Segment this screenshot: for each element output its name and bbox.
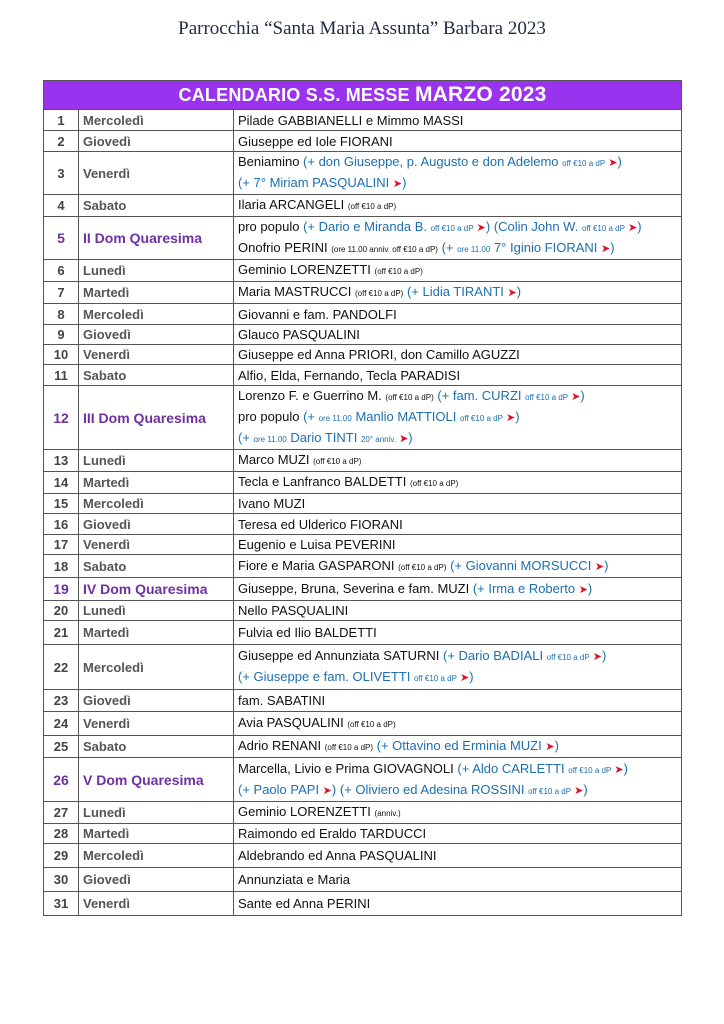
intention-line [238, 152, 677, 173]
table-row [44, 712, 682, 736]
intention-text: off €10 a dP [430, 224, 474, 233]
intention-text: (off €10 a dP) [355, 289, 404, 298]
intention-line [238, 494, 677, 513]
table-row [44, 195, 682, 217]
intention-line [238, 515, 677, 534]
calendar-title-text: CALENDARIO S.S. MESSE [178, 85, 415, 105]
day-number: 24 [44, 712, 79, 736]
weekday: Sabato [79, 736, 234, 758]
intention-text: (off €10 a dP) [347, 720, 396, 729]
weekday: Giovedì [79, 514, 234, 535]
intention-text: Glauco PASQUALINI [238, 327, 360, 342]
mass-intentions [234, 802, 682, 824]
arrow-icon: ➤ [507, 287, 517, 299]
day-number: 6 [44, 260, 79, 282]
intention-text: ) (+ Oliviero ed Adesina ROSSINI [331, 781, 529, 797]
intention-line [238, 472, 677, 493]
arrow-icon: ➤ [571, 784, 584, 797]
intention-text: pro populo [238, 219, 304, 234]
weekday: Mercoledì [79, 110, 234, 131]
table-row [44, 535, 682, 555]
intention-line [238, 667, 677, 688]
intention-text: ) [402, 175, 407, 190]
weekday: Martedì [79, 824, 234, 844]
mass-intentions [234, 131, 682, 152]
weekday: III Dom Quaresima [79, 386, 234, 450]
day-number: 16 [44, 514, 79, 535]
mass-calendar-table [43, 80, 682, 916]
intention-text: Ivano MUZI [238, 496, 306, 511]
arrow-icon: ➤ [611, 763, 624, 776]
arrow-icon: ➤ [601, 243, 611, 255]
intention-line [238, 366, 677, 385]
mass-intentions [234, 555, 682, 578]
intention-text: Manlio MATTIOLI [351, 409, 460, 424]
intention-line [238, 601, 677, 620]
weekday: Venerdì [79, 152, 234, 195]
weekday: Lunedì [79, 450, 234, 472]
intention-text: (+ Giovanni MORSUCCI [446, 557, 595, 573]
table-row [44, 802, 682, 824]
intention-line [238, 195, 677, 216]
arrow-icon: ➤ [568, 391, 581, 403]
mass-intentions [234, 645, 682, 690]
weekday: Mercoledì [79, 844, 234, 868]
intention-text: Lorenzo F. e Guerrino M. [238, 388, 386, 403]
mass-intentions [234, 758, 682, 802]
day-number: 17 [44, 535, 79, 555]
intention-text: (+ Giuseppe e fam. OLIVETTI [238, 669, 414, 684]
arrow-icon: ➤ [624, 222, 638, 234]
arrow-icon: ➤ [545, 741, 555, 753]
arrow-icon: ➤ [589, 651, 602, 663]
intention-text: ) [610, 240, 615, 255]
mass-intentions [234, 195, 682, 217]
intention-text: (off €10 a dP) [347, 202, 397, 211]
mass-intentions [234, 472, 682, 494]
day-number: 19 [44, 578, 79, 601]
intention-line [238, 238, 677, 259]
weekday: Mercoledì [79, 304, 234, 325]
table-row [44, 868, 682, 892]
intention-text: ) [617, 154, 622, 169]
intention-line [238, 736, 677, 757]
intention-text: Beniamino [238, 154, 304, 169]
intention-text: Ilaria ARCANGELI [238, 197, 348, 212]
intention-text: Giuseppe ed Anna PRIORI, don Camillo AGUZZI [238, 347, 520, 362]
day-number: 2 [44, 131, 79, 152]
table-row [44, 844, 682, 868]
intention-text: (off €10 a dP) [313, 457, 362, 466]
intention-text: off €10 a dP [562, 159, 606, 168]
table-row [44, 494, 682, 514]
intention-text: (anniv.) [374, 809, 401, 818]
mass-intentions [234, 217, 682, 260]
intention-text: ) [604, 557, 609, 573]
intention-text: ) [637, 219, 642, 234]
intention-line [238, 646, 677, 667]
intention-text: Alfio, Elda, Fernando, Tecla PARADISI [238, 367, 461, 383]
calendar-body [44, 110, 682, 916]
day-number: 9 [44, 325, 79, 345]
intention-text: off €10 a dP [413, 674, 457, 683]
intention-text: Aldebrando ed Anna PASQUALINI [238, 848, 437, 863]
day-number: 31 [44, 892, 79, 916]
mass-intentions [234, 601, 682, 621]
day-number: 26 [44, 758, 79, 802]
day-number: 10 [44, 345, 79, 365]
calendar-month: MARZO 2023 [414, 83, 547, 106]
weekday: Venerdì [79, 712, 234, 736]
intention-text: ore 11.00 [253, 435, 287, 444]
weekday: Giovedì [79, 868, 234, 892]
intention-text: fam. SABATINI [238, 693, 326, 708]
table-row [44, 736, 682, 758]
intention-text: ) [587, 580, 593, 596]
intention-text: Fiore e Maria GASPARONI [238, 557, 399, 573]
intention-text: 20° anniv. [360, 435, 397, 444]
day-number: 3 [44, 152, 79, 195]
arrow-icon: ➤ [473, 222, 486, 234]
weekday: Sabato [79, 365, 234, 386]
arrow-icon: ➤ [456, 672, 470, 684]
weekday: Venerdì [79, 345, 234, 365]
arrow-icon: ➤ [396, 433, 409, 445]
intention-text: off €10 a dP [525, 393, 569, 402]
mass-intentions [234, 824, 682, 844]
day-number: 4 [44, 195, 79, 217]
table-row [44, 450, 682, 472]
mass-intentions [234, 494, 682, 514]
intention-line [238, 894, 677, 913]
intention-line [238, 579, 677, 600]
intention-line [238, 623, 677, 642]
day-number: 13 [44, 450, 79, 472]
intention-text: (+ Lidia TIRANTI [403, 284, 508, 299]
table-row [44, 690, 682, 712]
intention-text: off €10 a dP [459, 414, 503, 423]
table-row [44, 758, 682, 802]
intention-text: (+ 7° Miriam PASQUALINI [238, 175, 393, 190]
intention-text: (+ Paolo PAPI [238, 781, 323, 797]
intention-line [238, 132, 677, 151]
intention-line [238, 173, 677, 194]
intention-text: Giuseppe ed Iole FIORANI [238, 133, 393, 149]
table-row [44, 578, 682, 601]
intention-line [238, 386, 677, 407]
arrow-icon: ➤ [392, 178, 403, 190]
table-row [44, 131, 682, 152]
table-row [44, 621, 682, 645]
intention-text: off €10 a dP [528, 786, 572, 796]
table-row [44, 152, 682, 195]
arrow-icon: ➤ [322, 784, 332, 797]
table-row [44, 386, 682, 450]
intention-text: Geminio LORENZETTI [238, 804, 375, 819]
intention-line [238, 325, 677, 344]
intention-text: (+ [437, 240, 458, 255]
day-number: 30 [44, 868, 79, 892]
intention-line [238, 824, 677, 843]
arrow-icon: ➤ [578, 583, 588, 596]
intention-text: (off €10 a dP) [385, 393, 434, 402]
table-row [44, 514, 682, 535]
intention-text: ) [516, 284, 522, 299]
table-row [44, 892, 682, 916]
day-number: 11 [44, 365, 79, 386]
intention-text: off €10 a dP [546, 653, 590, 662]
intention-line [238, 759, 677, 780]
intention-text: Pilade GABBIANELLI e Mimmo MASSI [238, 112, 464, 128]
intention-text: Tecla e Lanfranco BALDETTI [238, 474, 410, 489]
intention-text: Dario TINTI [286, 430, 361, 445]
mass-intentions [234, 736, 682, 758]
mass-intentions [234, 304, 682, 325]
intention-line [238, 260, 677, 281]
mass-intentions [234, 621, 682, 645]
intention-line [238, 802, 677, 823]
mass-intentions [234, 535, 682, 555]
intention-line [238, 407, 677, 428]
weekday: Lunedì [79, 260, 234, 282]
day-number: 8 [44, 304, 79, 325]
day-number: 1 [44, 110, 79, 131]
table-row [44, 555, 682, 578]
intention-text: ) [623, 760, 628, 776]
intention-text: Maria MASTRUCCI [238, 284, 356, 299]
table-row [44, 325, 682, 345]
table-row [44, 345, 682, 365]
intention-text: Raimondo ed Eraldo TARDUCCI [238, 826, 427, 841]
intention-text: (+ don Giuseppe, p. Augusto e don Adelemo [303, 154, 563, 169]
intention-text: Giuseppe, Bruna, Severina e fam. MUZI [238, 580, 473, 596]
intention-text: Adrio RENANI [238, 738, 325, 753]
day-number: 15 [44, 494, 79, 514]
intention-line [238, 535, 677, 554]
mass-intentions [234, 345, 682, 365]
table-row [44, 645, 682, 690]
day-number: 29 [44, 844, 79, 868]
intention-text: (+ Dario BADIALI [443, 648, 547, 663]
intention-line [238, 691, 677, 710]
intention-text: ) [583, 781, 588, 797]
weekday: Martedì [79, 472, 234, 494]
weekday: Sabato [79, 195, 234, 217]
day-number: 18 [44, 555, 79, 578]
intention-line [238, 282, 677, 303]
intention-text: ) [515, 409, 520, 424]
weekday: V Dom Quaresima [79, 758, 234, 802]
weekday: Venerdì [79, 535, 234, 555]
intention-text: (+ Aldo CARLETTI [457, 760, 569, 776]
intention-text: Eugenio e Luisa PEVERINI [238, 537, 396, 552]
weekday: II Dom Quaresima [79, 217, 234, 260]
weekday: Giovedì [79, 690, 234, 712]
intention-text: ) [469, 669, 474, 684]
page-title: Parrocchia “Santa Maria Assunta” Barbara 2023 [178, 18, 546, 39]
intention-text: 7° Iginio FIORANI [490, 240, 602, 255]
intention-text: off €10 a dP [581, 224, 625, 233]
mass-intentions [234, 386, 682, 450]
day-number: 12 [44, 386, 79, 450]
mass-intentions [234, 892, 682, 916]
day-number: 27 [44, 802, 79, 824]
mass-intentions [234, 325, 682, 345]
intention-text: Teresa ed Ulderico FIORANI [238, 516, 403, 532]
calendar-title [44, 81, 682, 110]
intention-line [238, 305, 677, 324]
weekday: Sabato [79, 555, 234, 578]
intention-text: ) [408, 430, 413, 445]
mass-intentions [234, 365, 682, 386]
intention-text: (off €10 a dP) [374, 267, 423, 276]
arrow-icon: ➤ [605, 157, 618, 169]
table-row [44, 472, 682, 494]
intention-text: Marco MUZI [238, 452, 314, 467]
weekday: Mercoledì [79, 645, 234, 690]
intention-text: ) [580, 388, 585, 403]
weekday: IV Dom Quaresima [79, 578, 234, 601]
mass-intentions [234, 690, 682, 712]
intention-text: (ore 11.00 anniv. off €10 a dP) [331, 245, 438, 254]
weekday: Martedì [79, 282, 234, 304]
intention-text: Marcella, Livio e Prima GIOVAGNOLI [238, 760, 458, 776]
weekday: Giovedì [79, 325, 234, 345]
weekday: Venerdì [79, 892, 234, 916]
day-number: 22 [44, 645, 79, 690]
table-row [44, 601, 682, 621]
weekday: Lunedì [79, 802, 234, 824]
mass-intentions [234, 110, 682, 131]
intention-text: off €10 a dP [568, 765, 612, 775]
intention-text: Geminio LORENZETTI [238, 262, 375, 277]
intention-text: (+ Ottavino ed Erminia MUZI [373, 738, 546, 753]
intention-text: ore 11.00 [318, 414, 352, 423]
day-number: 7 [44, 282, 79, 304]
intention-text: (+ fam. CURZI [433, 388, 526, 403]
intention-text: (+ Irma e Roberto [472, 580, 579, 596]
intention-line [238, 556, 677, 577]
day-number: 25 [44, 736, 79, 758]
weekday: Martedì [79, 621, 234, 645]
intention-text: (+ [238, 430, 254, 445]
intention-text: (+ Dario e Miranda B. [303, 219, 431, 234]
day-number: 5 [44, 217, 79, 260]
day-number: 21 [44, 621, 79, 645]
weekday: Giovedì [79, 131, 234, 152]
intention-text: Sante ed Anna PERINI [238, 896, 371, 911]
intention-line [238, 450, 677, 471]
intention-line [238, 111, 677, 130]
table-row [44, 217, 682, 260]
intention-text: Onofrio PERINI [238, 240, 332, 255]
intention-text: Avia PASQUALINI [238, 715, 348, 730]
arrow-icon: ➤ [502, 412, 516, 424]
mass-intentions [234, 282, 682, 304]
intention-line [238, 345, 677, 364]
intention-text: pro populo [238, 409, 304, 424]
mass-intentions [234, 514, 682, 535]
intention-line [238, 870, 677, 889]
intention-text: Giuseppe ed Annunziata SATURNI [238, 648, 443, 663]
weekday: Mercoledì [79, 494, 234, 514]
table-row [44, 365, 682, 386]
intention-text: ore 11.00 [457, 245, 491, 254]
intention-text: ) [601, 648, 607, 663]
intention-text: (off €10 a dP) [324, 743, 374, 752]
table-row [44, 110, 682, 131]
intention-text: Annunziata e Maria [238, 872, 351, 887]
table-row [44, 824, 682, 844]
intention-line [238, 713, 677, 734]
intention-text: (off €10 a dP) [409, 479, 459, 488]
intention-line [238, 428, 677, 449]
mass-intentions [234, 578, 682, 601]
intention-line [238, 217, 677, 238]
mass-intentions [234, 260, 682, 282]
intention-text: ) [554, 738, 559, 753]
intention-text: Giovanni e fam. PANDOLFI [238, 306, 397, 322]
intention-text: (+ [303, 409, 319, 424]
intention-text: Nello PASQUALINI [238, 603, 349, 618]
intention-line [238, 846, 677, 865]
mass-intentions [234, 844, 682, 868]
day-number: 20 [44, 601, 79, 621]
table-row [44, 260, 682, 282]
arrow-icon: ➤ [594, 560, 605, 573]
weekday: Lunedì [79, 601, 234, 621]
table-row [44, 304, 682, 325]
intention-text: ) (Colin John W. [485, 219, 582, 234]
intention-text: Fulvia ed Ilio BALDETTI [238, 625, 377, 640]
mass-intentions [234, 152, 682, 195]
intention-text: (off €10 a dP) [398, 562, 447, 572]
day-number: 14 [44, 472, 79, 494]
day-number: 23 [44, 690, 79, 712]
table-row [44, 282, 682, 304]
mass-intentions [234, 712, 682, 736]
intention-line [238, 780, 677, 801]
mass-intentions [234, 868, 682, 892]
mass-intentions [234, 450, 682, 472]
day-number: 28 [44, 824, 79, 844]
